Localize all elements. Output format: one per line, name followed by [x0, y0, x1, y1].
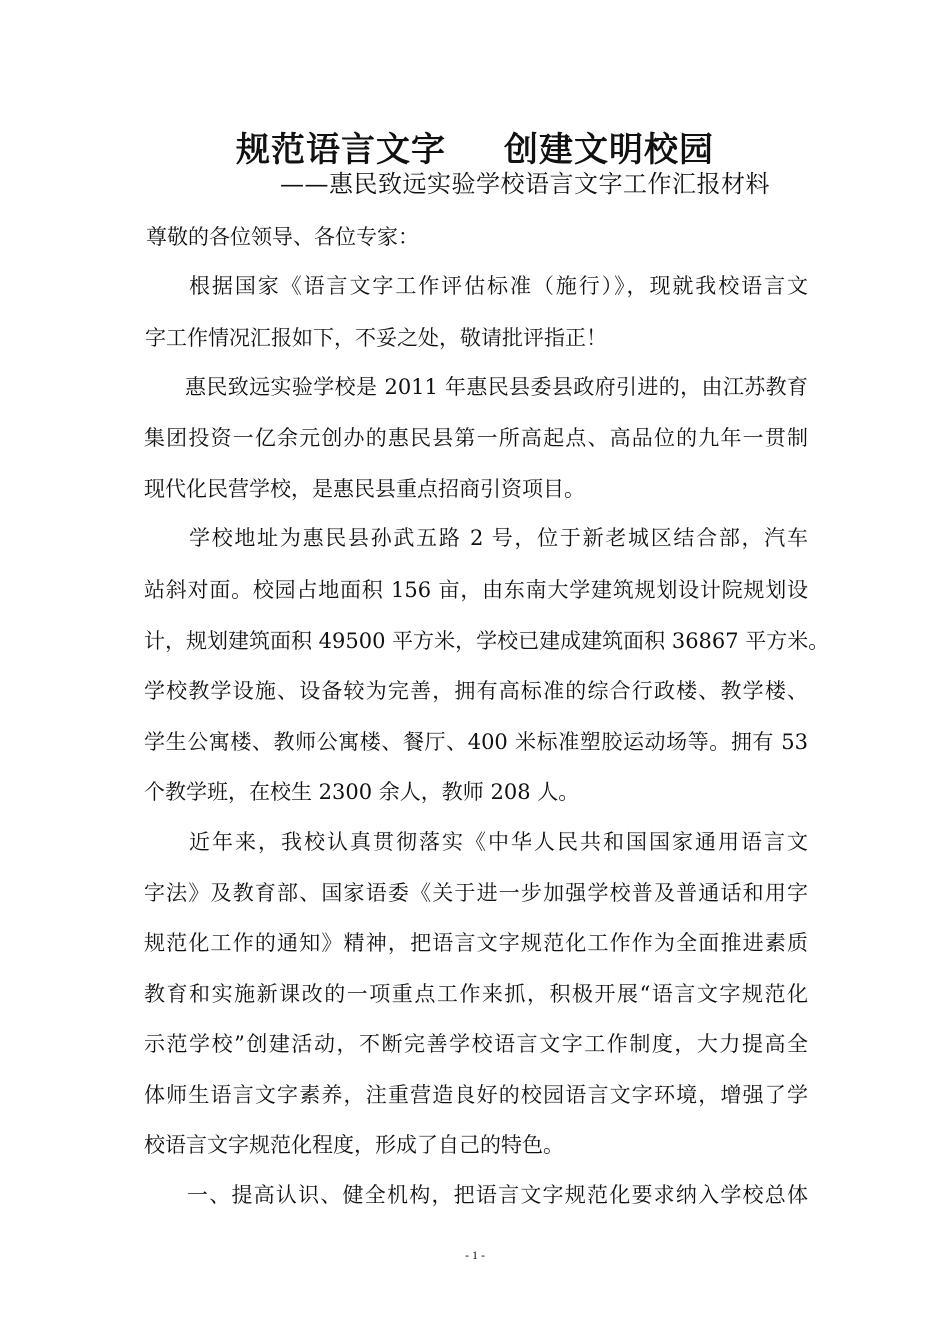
- paragraph-line: 计，规划建筑面积 49500 平方米，学校已建成建筑面积 36867 平方米。: [144, 629, 830, 653]
- paragraph-line: 现代化民营学校，是惠民县重点招商引资项目。: [144, 477, 585, 501]
- section-heading-line: 一、提高认识、健全机构，把语言文字规范化要求纳入学校总体: [187, 1183, 808, 1207]
- paragraph-line: 校语言文字规范化程度，形成了自己的特色。: [144, 1133, 564, 1157]
- paragraph-line: 学校地址为惠民县孙武五路 2 号，位于新老城区结合部，汽车: [189, 526, 808, 550]
- paragraph-line: 教育和实施新课改的一项重点工作来抓，积极开展“语言文字规范化: [144, 982, 808, 1006]
- paragraph-line: 示范学校”创建活动，不断完善学校语言文字工作制度，大力提高全: [144, 1032, 808, 1056]
- title-right: 创建文明校园: [504, 129, 714, 170]
- paragraph-line: 字工作情况汇报如下，不妥之处，敬请批评指正！: [145, 326, 607, 350]
- page-number: - 1 -: [465, 1248, 485, 1262]
- document-subtitle: ——惠民致远实验学校语言文字工作汇报材料: [280, 170, 770, 198]
- paragraph-line: 学生公寓楼、教师公寓楼、餐厅、400 米标准塑胶运动场等。拥有 53: [144, 730, 808, 754]
- paragraph-line: 体师生语言文字素养，注重营造良好的校园语言文字环境，增强了学: [144, 1083, 808, 1107]
- paragraph-line: 字法》及教育部、国家语委《关于进一步加强学校普及普通话和用字: [144, 881, 808, 905]
- paragraph-line: 根据国家《语言文字工作评估标准（施行）》，现就我校语言文: [189, 274, 808, 298]
- paragraph-line: 近年来，我校认真贯彻落实《中华人民共和国国家通用语言文: [189, 830, 808, 854]
- title-left: 规范语言文字: [236, 129, 446, 170]
- paragraph-line: 规范化工作的通知》精神，把语言文字规范化工作作为全面推进素质: [144, 931, 808, 955]
- paragraph-line: 惠民致远实验学校是 2011 年惠民县委县政府引进的，由江苏教育: [185, 375, 808, 399]
- paragraph-line: 集团投资一亿余元创办的惠民县第一所高起点、高品位的九年一贯制: [144, 426, 808, 450]
- paragraph-line: 学校教学设施、设备较为完善，拥有高标准的综合行政楼、教学楼、: [144, 679, 808, 703]
- salutation: 尊敬的各位领导、各位专家：: [146, 225, 419, 249]
- paragraph-line: 个教学班，在校生 2300 余人，教师 208 人。: [144, 780, 580, 804]
- paragraph-line: 站斜对面。校园占地面积 156 亩，由东南大学建筑规划设计院规划设: [144, 578, 808, 602]
